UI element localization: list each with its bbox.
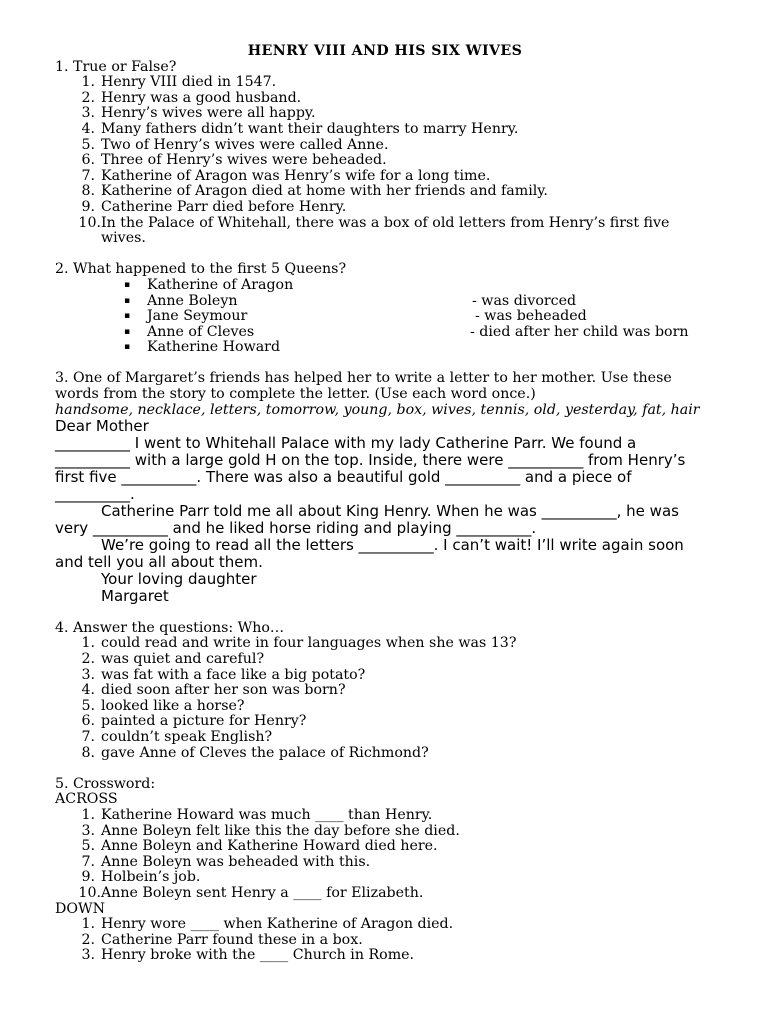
list-item: 7. couldn’t speak English? <box>81 729 273 745</box>
queen-row <box>55 294 745 310</box>
list-item: 5. Two of Henry’s wives were called Anne. <box>81 136 389 153</box>
list-item: 4. Many fathers didn’t want their daughters to marry Henry. <box>81 120 519 137</box>
list-item: 10. In the Palace of Whitehall, there was a box of old letters from Henry’s first five wives. <box>78 214 670 247</box>
letter-line: We’re going to read all the letters __________. I can’t wait! I’ll write again soon <box>101 536 684 555</box>
list-item: 7. Katherine of Aragon was Henry’s wife for a long time. <box>81 167 491 184</box>
clue-item: 5. Anne Boleyn and Katherine Howard died here. <box>81 838 438 855</box>
queen-name: Jane Seymour <box>147 308 248 325</box>
letter-line: __________ I went to Whitehall Palace with my lady Catherine Parr. We found a <box>55 434 637 453</box>
queen-row <box>55 278 745 294</box>
list-item: 6. Three of Henry’s wives were beheaded. <box>81 152 387 169</box>
letter-line: first five __________. There was also a beautiful gold __________ and a piece of <box>55 468 632 487</box>
letter-line: very __________ and he liked horse riding and playing __________. <box>55 519 537 538</box>
letter-line: __________. <box>55 485 135 504</box>
section-heading: 3. One of Margaret’s friends has helped her to write a letter to her mother. Use these <box>55 370 672 387</box>
list-item: 3. Henry’s wives were all happy. <box>81 105 316 122</box>
queen-name: Anne Boleyn <box>147 292 238 309</box>
letter-signature: Margaret <box>101 587 169 606</box>
clue-item: 9. Holbein’s job. <box>81 869 201 886</box>
list-item: 3. was fat with a face like a big potato? <box>81 666 366 683</box>
section-queens <box>55 262 745 356</box>
section-heading: 5. Crossword: <box>55 775 156 792</box>
fate-option: - was beheaded <box>475 308 587 325</box>
letter-greeting: Dear Mother <box>55 417 149 436</box>
fate-option: - died after her child was born <box>470 323 689 340</box>
list-item: 4. died soon after her son was born? <box>81 682 346 699</box>
queen-name: Katherine of Aragon <box>147 276 294 293</box>
true-false-list <box>55 75 745 247</box>
worksheet-page <box>55 44 745 964</box>
clue-item: 2. Catherine Parr found these in a box. <box>81 931 363 948</box>
bullet-icon: ▪ <box>124 295 131 306</box>
list-item: 9. Catherine Parr died before Henry. <box>81 198 347 215</box>
fate-option: - was divorced <box>472 292 577 309</box>
list-item: 8. Katherine of Aragon died at home with her friends and family. <box>81 183 548 200</box>
section-who <box>55 621 745 761</box>
clue-item: 7. Anne Boleyn was beheaded with this. <box>81 853 371 870</box>
clue-item: 1. Henry wore ____ when Katherine of Aragon died. <box>81 916 454 933</box>
across-label: ACROSS <box>55 791 118 808</box>
bullet-icon: ▪ <box>124 279 131 290</box>
section-heading: 2. What happened to the first 5 Queens? <box>55 261 347 278</box>
section-heading-cont: words from the story to complete the letter. (Use each word once.) <box>55 386 536 403</box>
down-clues <box>55 917 745 964</box>
section-heading: 4. Answer the questions: Who… <box>55 619 285 636</box>
list-item: 2. was quiet and careful? <box>81 651 265 668</box>
clue-item: 10. Anne Boleyn sent Henry a ____ for Elizabeth. <box>78 884 424 901</box>
section-crossword <box>55 777 745 964</box>
who-list <box>55 636 745 761</box>
queen-row <box>55 340 745 356</box>
section-heading: 1. True or False? <box>55 58 177 75</box>
section-true-false <box>55 60 745 247</box>
list-item: 5. looked like a horse? <box>81 697 245 714</box>
clue-item: 3. Henry broke with the ____ Church in Rome. <box>81 947 415 964</box>
down-label: DOWN <box>55 900 106 917</box>
list-item: 1. Henry VIII died in 1547. <box>81 74 277 91</box>
word-bank: handsome, necklace, letters, tomorrow, young, box, wives, tennis, old, yesterday, fat, hair <box>55 401 700 418</box>
queen-row <box>55 325 745 341</box>
letter-line: __________ with a large gold H on the top. Inside, there were __________ from Henry’s <box>55 451 686 470</box>
letter-text <box>55 418 745 605</box>
letter-closing: Your loving daughter <box>101 570 257 589</box>
list-item: 1. could read and write in four languages when she was 13? <box>81 635 517 652</box>
clue-item: 1. Katherine Howard was much ____ than Henry. <box>81 806 433 823</box>
queen-name: Anne of Cleves <box>147 323 255 340</box>
clue-item: 3. Anne Boleyn felt like this the day before she died. <box>81 822 460 839</box>
list-item: 6. painted a picture for Henry? <box>81 713 307 730</box>
letter-line: and tell you all about them. <box>55 553 263 572</box>
list-item: 2. Henry was a good husband. <box>81 89 302 106</box>
across-clues <box>55 808 745 902</box>
letter-line: Catherine Parr told me all about King Henry. When he was __________, he was <box>101 502 679 521</box>
bullet-icon: ▪ <box>124 311 131 322</box>
queen-row <box>55 309 745 325</box>
list-item: 8. gave Anne of Cleves the palace of Richmond? <box>81 744 429 761</box>
bullet-icon: ▪ <box>124 326 131 337</box>
queen-name: Katherine Howard <box>147 339 281 356</box>
page-title: HENRY VIII AND HIS SIX WIVES <box>247 43 523 59</box>
bullet-icon: ▪ <box>124 342 131 353</box>
section-letter <box>55 371 745 605</box>
